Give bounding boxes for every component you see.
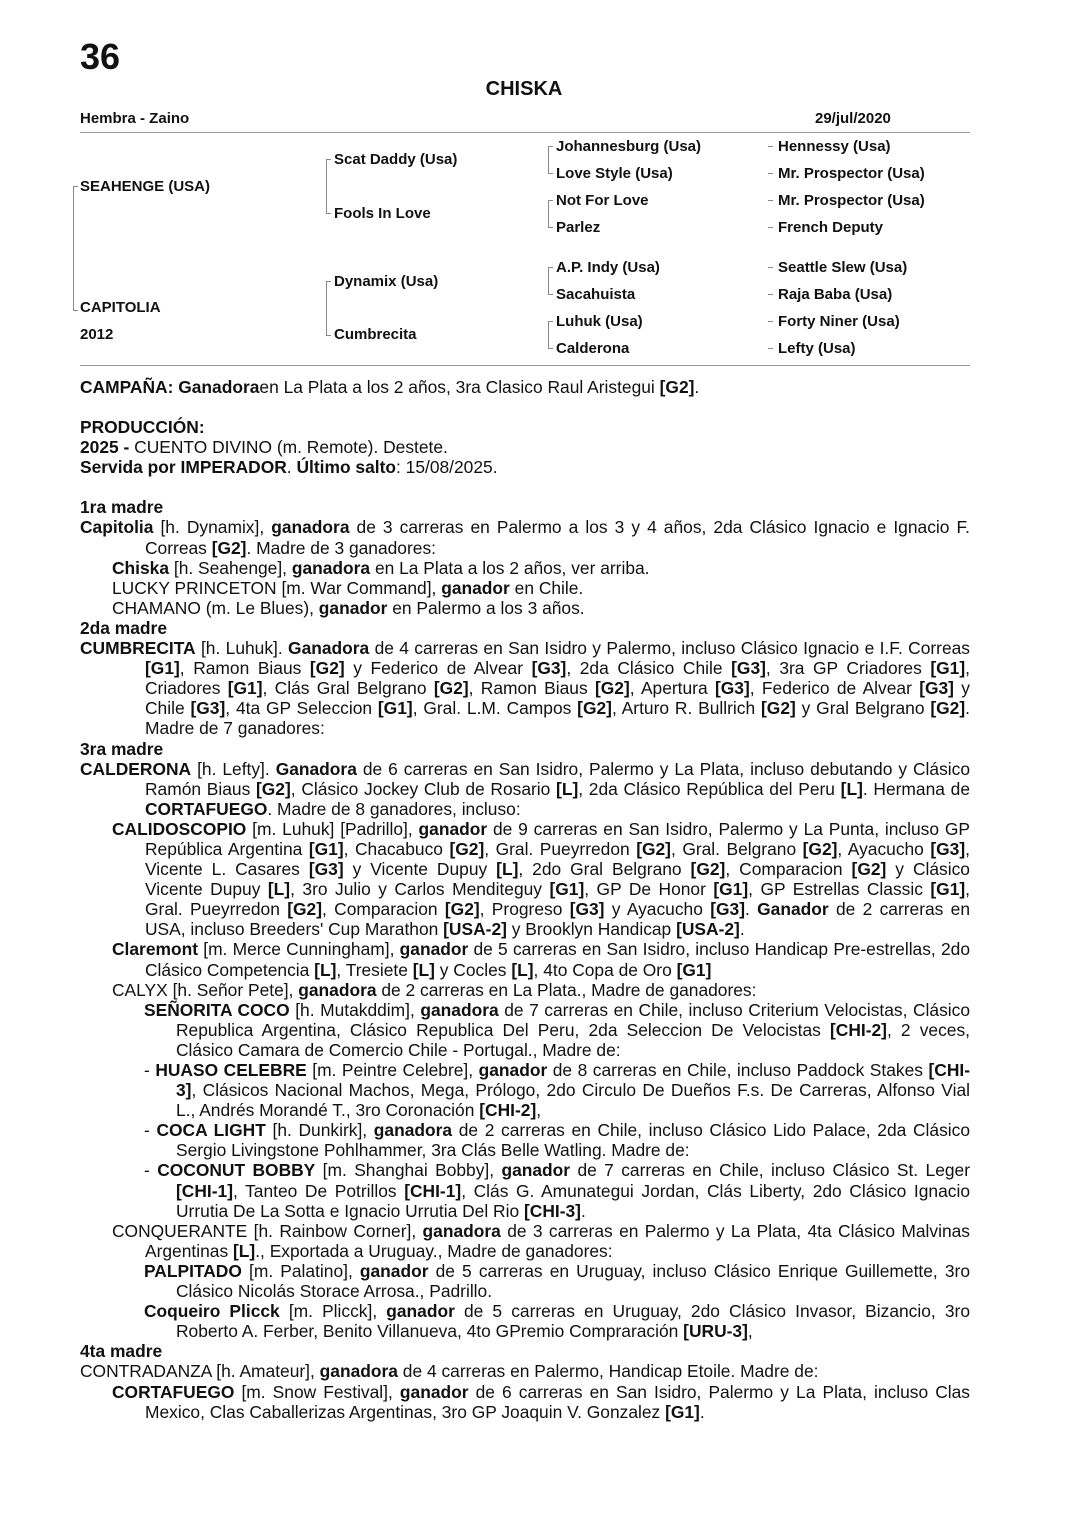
tick	[326, 335, 331, 336]
bold-text: [G2]	[577, 698, 612, 719]
record-paragraph	[80, 1160, 970, 1220]
bold-text: [L]	[840, 778, 863, 799]
text-run: , 2do Gral Belgrano	[518, 859, 691, 880]
pedigree-gen2: Cumbrecita	[334, 326, 417, 343]
bold-text: [USA-2]	[676, 919, 740, 940]
text-run: CHAMANO (m. Le Blues),	[112, 597, 319, 618]
section-heading	[80, 739, 970, 759]
bold-text: [G1]	[713, 879, 749, 900]
bold-text: [G1]	[549, 879, 585, 900]
bold-text: [G2]	[761, 698, 796, 719]
bold-text: [G3]	[930, 838, 966, 859]
bold-text: [G2]	[444, 899, 480, 920]
dash	[768, 173, 773, 174]
record-paragraph	[80, 377, 970, 397]
bold-text: [G3]	[710, 899, 745, 920]
bold-text: [G1]	[377, 698, 413, 719]
text-run: de 2 carreras en Chile, incluso Clásico Lido Palace, 2da Clásico Sergio Livingstone Pohlhammer, 3ra Clás Belle Watling. Madre de:	[176, 1120, 970, 1161]
bold-text: [G1]	[930, 658, 966, 679]
text-run: y Ayacucho	[604, 899, 711, 920]
text-run: de 3 carreras en Palermo a los 3 y 4 años, 2da Clásico Ignacio e Ignacio F. Correas	[145, 517, 970, 558]
text-run: , Federico de Alvear	[749, 678, 920, 699]
bold-text: [G2]	[255, 778, 291, 799]
tick	[326, 281, 331, 282]
section-heading	[80, 417, 970, 437]
bold-text: [G3]	[714, 678, 750, 699]
text-run: , Ramon Biaus	[179, 658, 310, 679]
pedigree-gen3: Calderona	[556, 340, 630, 357]
pedigree-gen3: Parlez	[556, 219, 601, 236]
record-paragraph	[80, 980, 970, 1000]
record-paragraph	[80, 1382, 970, 1422]
bracket-gen3	[548, 200, 549, 227]
dash	[768, 227, 773, 228]
record-paragraph	[80, 1301, 970, 1341]
bold-text: [L]	[232, 1240, 256, 1261]
bold-text: [G3]	[308, 859, 344, 880]
text-run: , Gral. Belgrano	[670, 838, 803, 859]
bold-text: SEÑORITA COCO	[144, 999, 290, 1020]
bold-text: [G2]	[594, 678, 630, 699]
bracket-gen1	[73, 186, 74, 310]
bold-text: ganador	[386, 1301, 455, 1322]
bold-text: ganador	[418, 818, 488, 839]
bold-text: [G1]	[665, 1401, 700, 1422]
record-paragraph	[80, 939, 970, 979]
dash	[768, 294, 773, 295]
text-run: de 7 carreras en Chile, incluso Clásico St. Leger	[570, 1160, 971, 1181]
text-run: , Gral. L.M. Campos	[412, 698, 578, 719]
bold-text: [G1]	[145, 658, 180, 679]
bold-text: Claremont	[112, 939, 199, 960]
bold-text: ganadora	[271, 517, 350, 538]
text-run: [m. Palatino],	[241, 1260, 360, 1281]
text-run: [h. Dynamix],	[153, 517, 272, 538]
pedigree-gen4: Raja Baba (Usa)	[778, 286, 893, 303]
bold-text: ganadora	[298, 979, 377, 1000]
tick	[548, 294, 553, 295]
bold-text: [G2]	[802, 838, 838, 859]
bold-text: [CHI-3]	[176, 1060, 971, 1101]
horse-name: CHISKA	[485, 78, 563, 100]
text-run: , 2da Clásico República del Peru	[578, 778, 841, 799]
race-record-text	[80, 377, 970, 1422]
text-run: [m. Merce Cunningham],	[198, 939, 400, 960]
record-paragraph	[80, 638, 970, 738]
spacer	[80, 397, 970, 417]
bold-text: CALIDOSCOPIO	[112, 818, 247, 839]
dash	[768, 348, 773, 349]
text-run: [m. Shanghai Bobby],	[315, 1160, 502, 1181]
text-run: de 4 carreras en San Isidro y Palermo, incluso Clásico Ignacio e I.F. Correas	[369, 638, 970, 659]
bold-text: [G2]	[287, 899, 322, 920]
section-heading	[80, 497, 970, 517]
tick	[326, 213, 331, 214]
bold-text: [G2]	[930, 698, 966, 719]
bold-text: [G1]	[930, 879, 966, 900]
page-number: 36	[80, 36, 121, 77]
text-run: , Tanteo De Potrillos	[233, 1180, 405, 1201]
record-paragraph	[80, 819, 970, 940]
bold-text: Ganadora	[288, 638, 370, 659]
text-run: en Chile.	[509, 577, 584, 598]
text-run: .	[286, 457, 292, 478]
tick	[73, 186, 78, 187]
bold-text: [G3]	[569, 899, 605, 920]
bold-text: [CHI-2]	[829, 1019, 887, 1040]
pedigree-gen3: Johannesburg (Usa)	[556, 138, 702, 155]
bold-text: [CHI-1]	[176, 1180, 233, 1201]
bracket-gen3	[548, 267, 549, 294]
record-paragraph	[80, 558, 970, 578]
text-run: , Gral. Pueyrredon	[484, 838, 637, 859]
record-paragraph	[80, 1000, 970, 1060]
text-run: , Comparacion	[322, 899, 445, 920]
text-run: [h. Seahenge],	[169, 557, 292, 578]
bold-text: [G3]	[919, 678, 954, 699]
text-run: y Gral Belgrano	[795, 698, 931, 719]
tick	[326, 159, 331, 160]
text-run: [h. Luhuk].	[195, 638, 289, 659]
tick	[73, 310, 78, 311]
text-run: de 2 carreras en USA, incluso Breeders' Cup Marathon	[145, 899, 971, 940]
bold-text: ganador	[478, 1060, 548, 1080]
bold-text: [L]	[314, 959, 337, 980]
bold-text: CORTAFUEGO	[145, 798, 268, 819]
bold-text: PRODUCCIÓN:	[80, 417, 205, 438]
bold-text: [G2]	[636, 838, 671, 859]
text-run: . Madre de 3 ganadores:	[246, 537, 436, 558]
text-run: , Comparacion	[725, 859, 852, 880]
bold-text: [L]	[556, 778, 579, 799]
bracket-gen2	[326, 281, 327, 335]
pedigree-gen3: A.P. Indy (Usa)	[556, 259, 660, 276]
text-run: , Clásico Jockey Club de Rosario	[290, 778, 557, 799]
text-run: [m. Plicck],	[279, 1301, 387, 1322]
pedigree-gen3: Love Style (Usa)	[556, 165, 673, 182]
bold-text: [CHI-2]	[479, 1100, 537, 1121]
text-run: de 6 carreras en San Isidro, Palermo y La Plata, incluso Clas Mexico, Clas Caballerizas Argentinas, 3ro GP Joaquin V. Gonzalez	[145, 1381, 971, 1422]
text-run: , Chacabuco	[343, 838, 450, 859]
bold-text: COCA LIGHT	[156, 1120, 266, 1141]
text-run: [h. Lefty].	[191, 758, 276, 779]
bold-text: [G3]	[190, 698, 226, 719]
pedigree-gen4: Forty Niner (Usa)	[778, 313, 900, 330]
bold-text: HUASO CELEBRE	[155, 1060, 307, 1080]
record-paragraph	[80, 598, 970, 618]
section-heading	[80, 618, 970, 638]
text-run: CONQUERANTE [h. Rainbow Corner],	[112, 1220, 423, 1241]
text-run: [h. Dunkirk],	[265, 1120, 374, 1141]
bold-text: ganador	[501, 1160, 571, 1181]
text-run: de 5 carreras en Uruguay, incluso Clásico Enrique Guillemette, 3ro Clásico Nicolás Storace Arrosa., Padrillo.	[176, 1260, 970, 1302]
text-run: de 7 carreras en Chile, incluso Criterium Velocistas, Clásico Republica Argentina, Clásico Republica Del Peru, 2da Seleccion De Velocistas	[176, 999, 971, 1040]
text-run: de 4 carreras en Palermo, Handicap Etoile. Madre de:	[397, 1361, 819, 1382]
text-run: y Chile	[145, 678, 970, 719]
bold-text: [L]	[496, 859, 519, 880]
bold-text: Ganadora	[275, 758, 357, 779]
bold-text: [G2]	[851, 859, 887, 880]
record-paragraph	[80, 1060, 970, 1120]
pedigree-dam-year: 2012	[80, 326, 114, 343]
header-rule	[80, 132, 970, 133]
tick	[548, 227, 553, 228]
text-run: ., Exportada a Uruguay., Madre de ganadores:	[255, 1240, 613, 1261]
bold-text: Chiska	[112, 557, 170, 578]
text-run: , 2 veces, Clásico Camara de Comercio Chile - Portugal., Madre de:	[176, 1019, 970, 1060]
pedigree-gen4: Hennessy (Usa)	[778, 138, 891, 155]
bold-text: [G2]	[211, 537, 247, 558]
bold-text: 3ra madre	[80, 738, 164, 759]
bold-text: 2da madre	[80, 617, 167, 638]
text-run: [m. Luhuk] [Padrillo],	[246, 818, 419, 839]
pedigree-gen3: Luhuk (Usa)	[556, 313, 643, 330]
bold-text: 1ra madre	[80, 497, 164, 518]
record-paragraph	[80, 517, 970, 557]
section-heading	[80, 1341, 970, 1361]
text-run: , 4ta GP Seleccion	[225, 698, 378, 719]
bold-text: Capitolia	[80, 517, 154, 538]
text-run: , GP Estrellas Classic	[748, 879, 931, 900]
text-run: -	[144, 1060, 156, 1080]
bold-text: [URU-3]	[683, 1321, 748, 1342]
text-run: CONTRADANZA [h. Amateur],	[80, 1361, 320, 1382]
bold-text: [L]	[267, 879, 291, 900]
bold-text: [G2]	[449, 838, 485, 859]
text-run: en Palermo a los 3 años.	[387, 597, 585, 618]
dash	[768, 267, 773, 268]
text-run: [m. Peintre Celebre],	[306, 1060, 479, 1080]
text-run: .	[699, 1401, 705, 1422]
text-run: de 3 carreras en Palermo y La Plata, 4ta Clásico Malvinas Argentinas	[145, 1220, 971, 1261]
bracket-gen3	[548, 321, 549, 348]
text-run: , Tresiete	[336, 959, 413, 980]
bold-text: [G2]	[433, 678, 469, 699]
dash	[768, 200, 773, 201]
record-paragraph	[80, 1261, 970, 1301]
bold-text: [USA-2]	[443, 919, 507, 940]
text-run: en La Plata a los 2 años, 3ra Clasico Raul Aristegui	[259, 377, 660, 397]
text-run: de 5 carreras en San Isidro, incluso Handicap Pre-estrellas, 2do Clásico Competencia	[145, 939, 970, 980]
tick	[548, 146, 553, 147]
text-run: ,	[747, 1321, 753, 1342]
bold-text: [G1]	[676, 959, 712, 980]
tick	[548, 173, 553, 174]
text-run: , Criadores	[145, 658, 970, 699]
text-run: en La Plata a los 2 años, ver arriba.	[370, 557, 650, 578]
text-run: : 15/08/2025.	[396, 457, 498, 478]
text-run: -	[144, 1120, 157, 1141]
bold-text: ganador	[441, 577, 510, 598]
bold-text: [L]	[412, 959, 435, 980]
text-run: CALYX [h. Señor Pete],	[112, 979, 299, 1000]
record-paragraph	[80, 437, 970, 457]
text-run: , GP De Honor	[584, 879, 714, 900]
text-run: [h. Mutakddim],	[289, 999, 421, 1020]
text-run: , 3ro Julio y Carlos Menditeguy	[290, 879, 550, 900]
pedigree-gen3: Not For Love	[556, 192, 649, 209]
text-run: CUENTO DIVINO (m. Remote). Destete.	[129, 437, 448, 458]
bold-text: ganadora	[422, 1220, 501, 1241]
bold-text: Servida por IMPERADOR	[80, 457, 287, 478]
bold-text: ganador	[399, 939, 469, 960]
text-run: . Hermana de	[862, 778, 970, 799]
bold-text: [G2]	[309, 658, 345, 679]
text-run: , 2da Clásico Chile	[566, 658, 732, 679]
pedigree-gen4: Mr. Prospector (Usa)	[778, 192, 925, 209]
record-paragraph	[80, 1120, 970, 1160]
pedigree-gen4: Lefty (Usa)	[778, 340, 856, 357]
sex-color: Hembra - Zaino	[80, 110, 190, 127]
bold-text: ganadora	[420, 999, 499, 1020]
pedigree-gen2: Scat Daddy (Usa)	[334, 151, 458, 168]
bold-text: Último salto	[291, 457, 396, 478]
text-run: y Clásico Vicente Dupuy	[145, 859, 970, 900]
bold-text: CORTAFUEGO	[112, 1381, 235, 1402]
text-run: .	[694, 377, 700, 397]
bold-text: ganador	[318, 597, 388, 618]
spacer	[80, 477, 970, 497]
pedigree-gen2: Dynamix (Usa)	[334, 273, 439, 290]
text-run: , 4to Copa de Oro	[533, 959, 677, 980]
bold-text: COCONUT BOBBY	[157, 1160, 316, 1181]
bold-text: ganador	[359, 1260, 429, 1281]
text-run: , Apertura	[629, 678, 715, 699]
bold-text: [G3]	[531, 658, 567, 679]
bold-text: PALPITADO	[144, 1260, 242, 1281]
text-run: y Federico de Alvear	[344, 658, 532, 679]
text-run: . Madre de 8 ganadores, incluso:	[267, 798, 521, 819]
text-run: -	[144, 1160, 158, 1181]
record-paragraph	[80, 457, 970, 477]
dash	[768, 146, 773, 147]
pedigree-gen4: French Deputy	[778, 219, 884, 236]
bold-text: CALDERONA	[80, 758, 192, 779]
text-run: , Clás Gral Belgrano	[262, 678, 434, 699]
bracket-gen3	[548, 146, 549, 173]
bold-text: ganadora	[319, 1361, 398, 1382]
text-run: , Vicente L. Casares	[145, 838, 970, 880]
bold-text: ganadora	[291, 557, 371, 578]
bold-text: [L]	[511, 959, 534, 980]
bold-text: [G2]	[659, 377, 695, 397]
text-run: , Gral. Pueyrredon	[145, 879, 971, 920]
bold-text: [CHI-3]	[523, 1200, 581, 1221]
bold-text: [G1]	[308, 838, 344, 859]
tick	[548, 267, 553, 268]
text-run: .	[745, 899, 758, 920]
text-run: de 6 carreras en San Isidro, Palermo y La Plata, incluso debutando y Clásico Ramón Biaus	[145, 758, 971, 799]
bold-text: [G1]	[227, 678, 263, 699]
text-run: , Clás G. Amunategui Jordan, Clás Liberty, 2do Clásico Ignacio Urrutia De La Sotta e Ignacio Urrutia Del Rio	[176, 1180, 970, 1221]
text-run: y Vicente Dupuy	[343, 859, 497, 880]
bold-text: 2025 -	[80, 437, 130, 458]
text-run: , Arturo R. Bullrich	[611, 698, 761, 719]
text-run: de 9 carreras en San Isidro, Palermo y La Punta, incluso GP República Argentina	[145, 818, 970, 859]
bold-text: CAMPAÑA: Ganadora	[80, 377, 260, 397]
bold-text: 4ta madre	[80, 1341, 163, 1362]
tick	[548, 348, 553, 349]
text-run: , Ayacucho	[837, 838, 931, 859]
text-run: , Progreso	[479, 899, 570, 920]
bold-text: ganador	[399, 1381, 469, 1402]
text-run: .	[580, 1200, 586, 1221]
pedigree-gen2: Fools In Love	[334, 205, 431, 222]
bold-text: CUMBRECITA	[80, 638, 196, 659]
bold-text: [CHI-1]	[404, 1180, 462, 1201]
text-run: y Cocles	[434, 959, 512, 980]
pedigree-gen4: Seattle Slew (Usa)	[778, 259, 908, 276]
text-run: , Clásicos Nacional Machos, Mega, Prólogo, 2do Circulo De Dueños F.s. De Carreras, Alfonso Vial L., Andrés Morandé T., 3ro Coronación	[176, 1080, 970, 1121]
bold-text: Coqueiro Plicck	[144, 1301, 280, 1322]
bold-text: [G3]	[731, 658, 766, 679]
text-run: LUCKY PRINCETON [m. War Command],	[112, 577, 442, 598]
pedigree-gen3: Sacahuista	[556, 286, 636, 303]
text-run: de 5 carreras en Uruguay, 2do Clásico Invasor, Bizancio, 3ro Roberto A. Ferber, Benito Villanueva, 4to GPremio Compraración	[176, 1301, 970, 1342]
record-paragraph	[80, 1221, 970, 1261]
text-run: , Ramon Biaus	[468, 678, 595, 699]
dash	[768, 321, 773, 322]
text-run: [m. Snow Festival],	[234, 1381, 400, 1402]
text-run: ,	[536, 1100, 542, 1121]
record-paragraph	[80, 759, 970, 819]
pedigree-rule	[80, 365, 970, 366]
bold-text: ganadora	[373, 1120, 453, 1141]
bold-text: Ganador	[757, 899, 829, 920]
tick	[548, 321, 553, 322]
pedigree-gen4: Mr. Prospector (Usa)	[778, 165, 925, 182]
tick	[548, 200, 553, 201]
text-run: de 2 carreras en La Plata., Madre de ganadores:	[376, 979, 757, 1000]
date: 29/jul/2020	[815, 110, 891, 127]
text-run: y Brooklyn Handicap	[506, 919, 677, 940]
text-run: , 3ra GP Criadores	[765, 658, 931, 679]
pedigree-sire: SEAHENGE (USA)	[80, 178, 211, 195]
pedigree-dam: CAPITOLIA	[80, 299, 161, 316]
record-paragraph	[80, 578, 970, 598]
text-run: de 8 carreras en Chile, incluso Paddock Stakes	[547, 1060, 929, 1080]
record-paragraph	[80, 1361, 970, 1381]
text-run: .	[739, 919, 745, 940]
text-run: . Madre de 7 ganadores:	[145, 698, 970, 739]
bracket-gen2	[326, 159, 327, 213]
bold-text: [G2]	[690, 859, 726, 880]
